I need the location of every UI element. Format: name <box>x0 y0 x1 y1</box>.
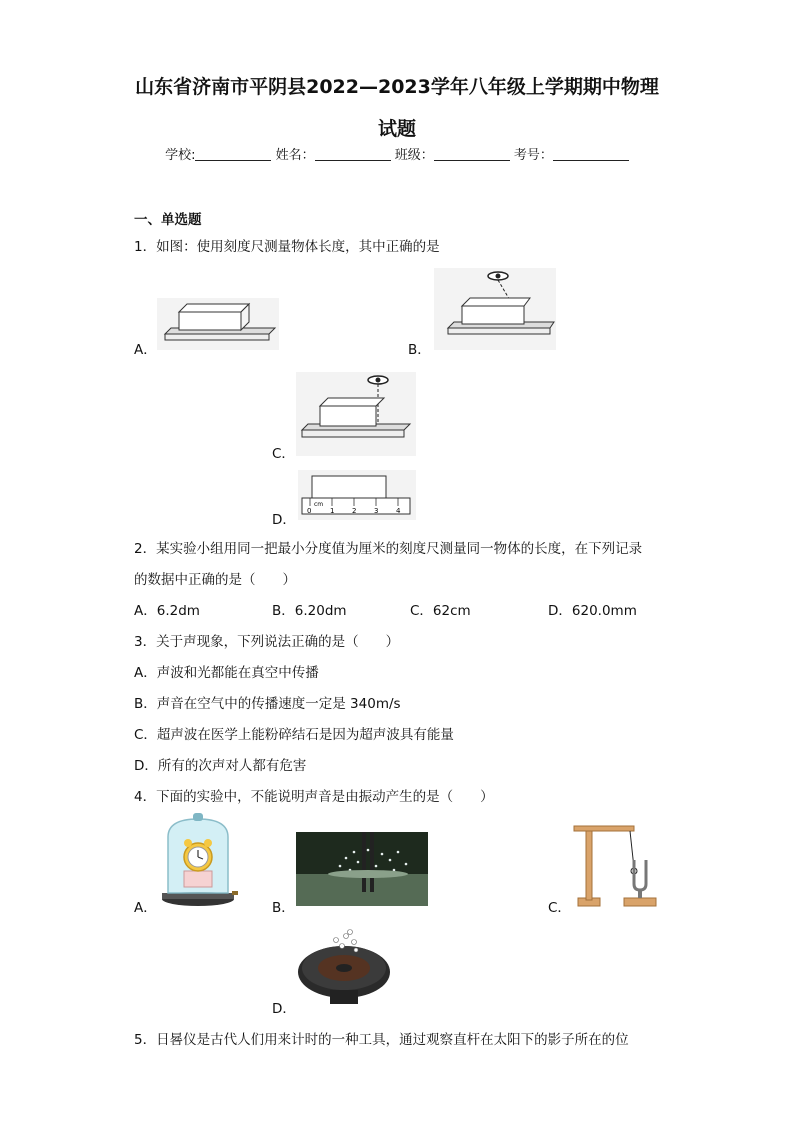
q1-image-a <box>157 298 279 350</box>
page-title-line1: 山东省济南市平阴县2022—2023学年八年级上学期期中物理 <box>135 76 659 98</box>
ruler-tick-3: 3 <box>374 507 379 515</box>
q4-image-d-speaker <box>296 928 392 1010</box>
q3-stem: 3．关于声现象，下列说法正确的是（ ） <box>134 634 400 650</box>
q4-stem: 4．下面的实验中，不能说明声音是由振动产生的是（ ） <box>134 789 494 805</box>
school-label: 学校: <box>165 148 196 163</box>
q1-image-b <box>434 268 556 350</box>
q2-option-a: A．6.2dm <box>134 603 200 619</box>
ruler-unit: cm <box>314 501 324 508</box>
q3-option-a: A．声波和光都能在真空中传播 <box>134 665 319 681</box>
ruler-tick-1: 1 <box>330 507 335 515</box>
q1-label-d: D． <box>272 512 296 528</box>
q2-stem-line2: 的数据中正确的是（ ） <box>134 572 296 588</box>
ruler-tick-0: 0 <box>307 507 312 515</box>
ruler-tick-2: 2 <box>352 507 357 515</box>
q2-option-d: D．620.0mm <box>548 603 637 619</box>
school-blank[interactable] <box>195 148 271 161</box>
q1-label-c: C． <box>272 446 295 462</box>
q3-option-d: D．所有的次声对人都有危害 <box>134 758 307 774</box>
q4-label-c: C． <box>548 900 571 916</box>
student-info-line <box>0 144 794 163</box>
class-blank[interactable] <box>434 148 510 161</box>
q4-image-b-tuning-fork-water <box>296 832 428 906</box>
class-label: 班级： <box>394 148 434 163</box>
q5-stem: 5．日晷仪是古代人们用来计时的一种工具，通过观察直杆在太阳下的影子所在的位 <box>134 1032 629 1048</box>
q2-option-c: C．62cm <box>410 603 471 619</box>
q2-option-b: B．6.20dm <box>272 603 347 619</box>
q3-option-c: C．超声波在医学上能粉碎结石是因为超声波具有能量 <box>134 727 454 743</box>
q4-image-c-tuning-fork-pendulum <box>572 820 660 910</box>
q1-label-b: B． <box>408 342 431 358</box>
ruler-tick-4: 4 <box>396 507 401 515</box>
q2-stem-line1: 2．某实验小组用同一把最小分度值为厘米的刻度尺测量同一物体的长度，在下列记录 <box>134 541 643 557</box>
section-heading: 一、单选题 <box>134 212 202 228</box>
page-title-line2: 试题 <box>377 118 416 140</box>
number-blank[interactable] <box>553 148 629 161</box>
q3-option-b: B．声音在空气中的传播速度一定是 340m/s <box>134 696 401 712</box>
name-blank[interactable] <box>315 148 391 161</box>
q4-label-a: A． <box>134 900 157 916</box>
q1-image-d <box>298 470 416 520</box>
q4-image-a-bell-jar-alarm-clock <box>158 813 238 911</box>
q4-label-b: B． <box>272 900 295 916</box>
q1-image-c <box>296 372 416 456</box>
q1-stem: 1．如图：使用刻度尺测量物体长度，其中正确的是 <box>134 239 440 255</box>
name-label: 姓名： <box>275 148 315 163</box>
q1-label-a: A． <box>134 342 157 358</box>
q4-label-d: D． <box>272 1001 296 1017</box>
number-label: 考号： <box>513 148 553 163</box>
